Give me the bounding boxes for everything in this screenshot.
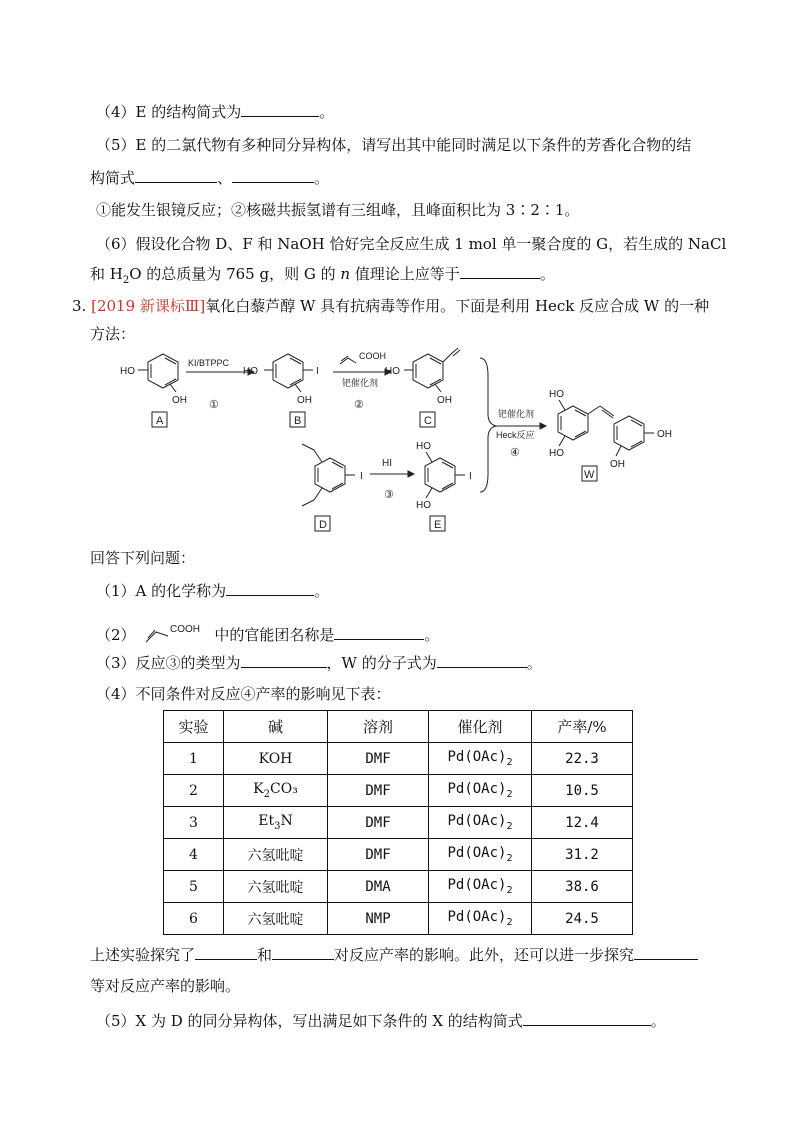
q6-text-a: 和 H [90, 265, 123, 283]
sub2-line [96, 620, 439, 646]
cell-catalyst-text: Pd(OAc) [447, 909, 507, 926]
q5-conditions: ①能发生银镜反应；②核磁共振氢谱有三组峰，且峰面积比为 3∶2∶1。 [96, 201, 580, 219]
sub1-line [96, 580, 329, 601]
col-header-catalyst: 催化剂 [429, 711, 532, 743]
q6-line2 [90, 263, 555, 291]
cell-base-tail: N [280, 813, 293, 830]
sub1-prefix: （1）A 的化学称为 [96, 582, 227, 600]
reagent-2: COOH [359, 351, 386, 361]
cell-experiment: 5 [164, 871, 224, 903]
table-row [164, 903, 633, 935]
sub3-line [96, 652, 542, 673]
sub2-prefix: （2） [96, 626, 136, 644]
compound-d [302, 444, 363, 531]
q5-sep: 、 [217, 169, 233, 187]
step-4: ④ [510, 447, 520, 459]
problem3-stem: 氧化白藜芦醇 W 具有抗病毒等作用。下面是利用 Heck 反应合成 W 的一种 [205, 297, 710, 315]
cell-yield: 31.2 [532, 839, 633, 871]
cell-experiment: 6 [164, 903, 224, 935]
label-e: E [434, 519, 442, 531]
cell-base [224, 775, 328, 807]
b-oh-label: OH [297, 395, 312, 406]
reagent-4-heck: Heck反应 [496, 430, 535, 440]
label-b: B [294, 415, 302, 427]
step-2: ② [354, 399, 364, 411]
label-d: D [319, 519, 327, 531]
table-row [164, 775, 633, 807]
cell-catalyst-sub: 2 [506, 788, 513, 800]
q5-line1: （5）E 的二氯代物有多种同分异构体，请写出其中能同时满足以下条件的芳香化合物的结 [96, 136, 692, 154]
q5-answer-blank-1[interactable] [135, 167, 217, 183]
label-a: A [156, 415, 164, 427]
sub5-prefix: （5）X 为 D 的同分异构体，写出满足如下条件的 X 的结构简式 [96, 1012, 523, 1030]
cell-experiment: 4 [164, 839, 224, 871]
sub5-answer-blank[interactable] [523, 1010, 651, 1026]
cell-solvent: DMF [328, 807, 429, 839]
table-header-row [164, 711, 633, 743]
after-table-blank-1[interactable] [195, 944, 257, 960]
table-row [164, 839, 633, 871]
after-table-b: 和 [257, 946, 273, 964]
q6-line1: （6）假设化合物 D、F 和 NaOH 恰好完全反应生成 1 mol 单一聚合度的 G，若生成的 NaCl [96, 235, 727, 253]
step-1: ① [209, 399, 219, 411]
reagent-4-catalyst: 钯催化剂 [498, 409, 535, 419]
col-header-experiment: 实验 [164, 711, 224, 743]
q6-text-b: O 的总质量为 765 g，则 G 的 [129, 265, 341, 283]
sub4-line: （4）不同条件对反应④产率的影响见下表： [96, 685, 391, 703]
after-table-a: 上述实验探究了 [90, 946, 196, 964]
q4-line [96, 101, 334, 122]
cell-catalyst-sub: 2 [506, 820, 513, 832]
label-w: W [584, 469, 595, 481]
cell-yield: 38.6 [532, 871, 633, 903]
cell-base-text: KOH [258, 750, 293, 767]
cell-catalyst [429, 903, 532, 935]
compound-a [120, 354, 187, 427]
cell-catalyst [429, 871, 532, 903]
cell-solvent: DMA [328, 871, 429, 903]
w-oh-label-right: OH [657, 429, 672, 440]
e-iodo-label: I [469, 471, 472, 482]
sub2-suffix: 。 [424, 626, 440, 644]
q6-answer-blank[interactable] [460, 263, 540, 279]
cell-yield: 12.4 [532, 807, 633, 839]
table-row [164, 871, 633, 903]
sub3-prefix: （3）反应③的类型为 [96, 654, 241, 672]
problem3-line1 [72, 296, 709, 316]
cell-catalyst [429, 775, 532, 807]
reagent-3: HI [382, 458, 392, 469]
cell-solvent: NMP [328, 903, 429, 935]
sub5-suffix: 。 [650, 1012, 666, 1030]
col-header-solvent: 溶剂 [328, 711, 429, 743]
cell-yield: 22.3 [532, 743, 633, 775]
w-ho-label-bottom: HO [549, 448, 564, 459]
q5-suffix: 。 [314, 169, 330, 187]
cell-base-tail: CO₃ [270, 781, 298, 798]
cell-yield: 24.5 [532, 903, 633, 935]
cell-experiment: 2 [164, 775, 224, 807]
q6-text-c: 值理论上应等于 [350, 265, 460, 283]
a-ho-label: HO [120, 366, 135, 377]
compound-w [549, 389, 672, 481]
cell-base [224, 807, 328, 839]
q6-sub: 2 [122, 275, 130, 286]
compound-c [385, 348, 460, 427]
cell-catalyst-text: Pd(OAc) [447, 877, 507, 894]
sub3-answer-blank-2[interactable] [437, 652, 527, 668]
q4-suffix: 。 [319, 103, 335, 121]
sub3-answer-blank-1[interactable] [241, 652, 327, 668]
step-3: ③ [384, 489, 394, 501]
acrylic-acid-structure [140, 620, 214, 646]
cell-base: 六氢吡啶 [224, 839, 328, 871]
after-table-blank-3[interactable] [634, 944, 698, 960]
cell-base: 六氢吡啶 [224, 871, 328, 903]
q5-answer-blank-2[interactable] [232, 167, 314, 183]
q6-n: n [340, 265, 351, 283]
cell-catalyst-text: Pd(OAc) [447, 749, 507, 766]
after-table-blank-2[interactable] [272, 944, 334, 960]
problem3-line2: 方法： [90, 325, 136, 343]
cell-experiment: 3 [164, 807, 224, 839]
sub2-answer-blank[interactable] [334, 624, 424, 640]
a-oh-label: OH [172, 395, 187, 406]
cell-solvent: DMF [328, 775, 429, 807]
sub3-middle: ，W 的分子式为 [326, 654, 437, 672]
sub3-suffix: 。 [526, 654, 542, 672]
cell-catalyst [429, 743, 532, 775]
e-ho-label-bottom: HO [416, 500, 431, 511]
table-row [164, 743, 633, 775]
yield-table-wrap [163, 710, 633, 935]
b-ho-label: HO [243, 366, 258, 377]
after-table-line2: 等对反应产率的影响。 [90, 977, 241, 995]
cell-base-text: Et [258, 813, 275, 830]
problem3-number: 3. [72, 297, 87, 315]
sub1-suffix: 。 [314, 582, 330, 600]
after-table-line1 [90, 944, 698, 965]
yield-table [163, 710, 633, 935]
cell-base [224, 743, 328, 775]
cell-catalyst-text: Pd(OAc) [447, 845, 507, 862]
answer-intro: 回答下列问题： [90, 549, 196, 567]
e-ho-label-top: HO [416, 441, 431, 452]
problem3-source-tag: [2019 新课标Ⅲ] [91, 297, 206, 315]
cell-catalyst [429, 839, 532, 871]
cell-solvent: DMF [328, 743, 429, 775]
cell-catalyst-sub: 2 [506, 916, 513, 928]
compound-b [243, 354, 319, 427]
cell-catalyst-text: Pd(OAc) [447, 813, 507, 830]
sub5-line [96, 1010, 666, 1031]
table-row [164, 807, 633, 839]
sub2-middle: 中的官能团名称是 [214, 626, 335, 644]
cell-solvent: DMF [328, 839, 429, 871]
cell-base-sub: 2 [263, 788, 271, 800]
cell-yield: 10.5 [532, 775, 633, 807]
label-c: C [424, 415, 432, 427]
cell-experiment: 1 [164, 743, 224, 775]
cell-catalyst-text: Pd(OAc) [447, 781, 507, 798]
synthesis-scheme [108, 346, 720, 536]
reagent-2-catalyst: 钯催化剂 [342, 378, 379, 388]
after-table-c: 对反应产率的影响。此外，还可以进一步探究 [334, 946, 635, 964]
w-oh-label-bottom: OH [610, 459, 625, 470]
c-oh-label: OH [437, 395, 452, 406]
c-ho-label: HO [385, 366, 400, 377]
compound-e [416, 441, 472, 531]
q5-prefix: 构简式 [90, 169, 136, 187]
cell-base: 六氢吡啶 [224, 903, 328, 935]
cell-base-text: K [253, 781, 264, 798]
sub1-answer-blank[interactable] [226, 580, 314, 596]
cell-catalyst-sub: 2 [506, 852, 513, 864]
cell-base-sub: 3 [274, 820, 281, 832]
acrylic-cooh-label: COOH [170, 624, 201, 635]
col-header-base: 碱 [224, 711, 328, 743]
d-iodo-label: I [360, 471, 363, 482]
b-iodo-label: I [316, 366, 319, 377]
q4-answer-blank[interactable] [241, 101, 319, 117]
q5-line2 [90, 167, 329, 188]
q4-prefix: （4）E 的结构简式为 [96, 103, 242, 121]
cell-catalyst-sub: 2 [506, 756, 513, 768]
col-header-yield: 产率/% [532, 711, 633, 743]
cell-catalyst [429, 807, 532, 839]
reagent-1: KI/BTPPC [188, 358, 230, 368]
cell-catalyst-sub: 2 [506, 884, 513, 896]
w-ho-label-top: HO [549, 389, 564, 400]
q6-suffix: 。 [539, 265, 555, 283]
